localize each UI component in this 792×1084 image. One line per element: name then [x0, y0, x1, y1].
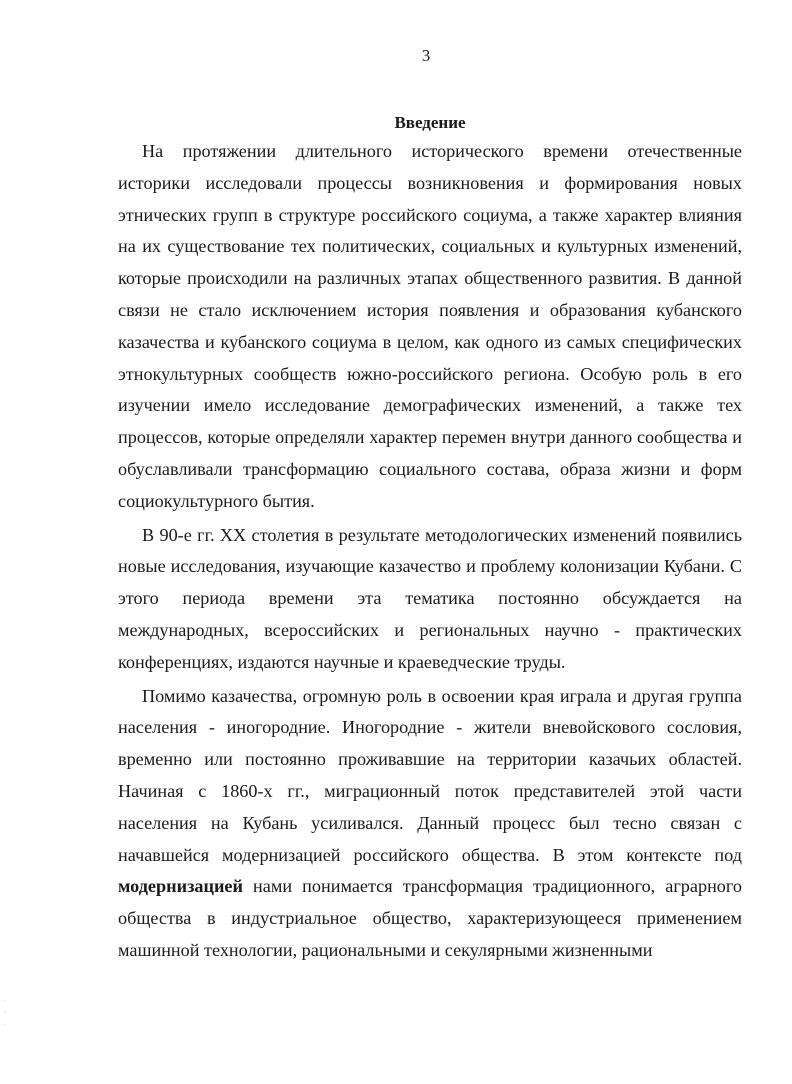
page-number: 3 [421, 46, 431, 65]
document-body [118, 136, 742, 967]
paragraph-3-text-after: нами понимается трансформация традиционного, аграрного общества в индустриальное общество, характеризующееся применением машинной технологии, рациональными и секулярными жизненными [118, 876, 742, 960]
paragraph-3 [118, 681, 742, 967]
paragraph-1: На протяжении длительного исторического времени отечественные историки исследовали процессы возникновения и формирования новых этнических групп в структуре российского социума, а также характер влияния на их существование тех политических, социальных и культурных изменений, которые происходили на различных этапах общественного развития. В данной связи не стало исключением история появления и образования кубанского казачества и кубанского социума в целом, как одного из самых специфических этнокультурных сообществ южно-российского региона. Особую роль в его изучении имело исследование демографических изменений, а также тех процессов, которые определяли характер перемен внутри данного сообщества и обуславливали трансформацию социального состава, образа жизни и форм социокультурного бытия. [118, 141, 742, 511]
bold-term-modernization: модернизацией [118, 876, 243, 897]
paragraph-3-text-before: Помимо казачества, огромную роль в освоении края играла и другая группа населения - иногородние. Иногородние - жители вневойскового сословия, временно или постоянно проживавшие на территории казачьих областей. Начиная с 1860-х гг., миграционный поток представителей этой части населения на Кубань усиливался. Данный процесс был тесно связан с начавшейся модернизацией российского общества. В этом контексте под [118, 685, 742, 865]
paragraph-2: В 90-е гг. XX столетия в результате методологических изменений появились новые исследования, изучающие казачество и проблему колонизации Кубани. С этого периода времени эта тематика постоянно обсуждается на международных, всероссийских и региональных научно - практических конференциях, издаются научные и краеведческие труды. [118, 524, 742, 672]
section-title: Введение [394, 113, 466, 132]
scan-margin-marks: · · · [4, 998, 6, 1028]
